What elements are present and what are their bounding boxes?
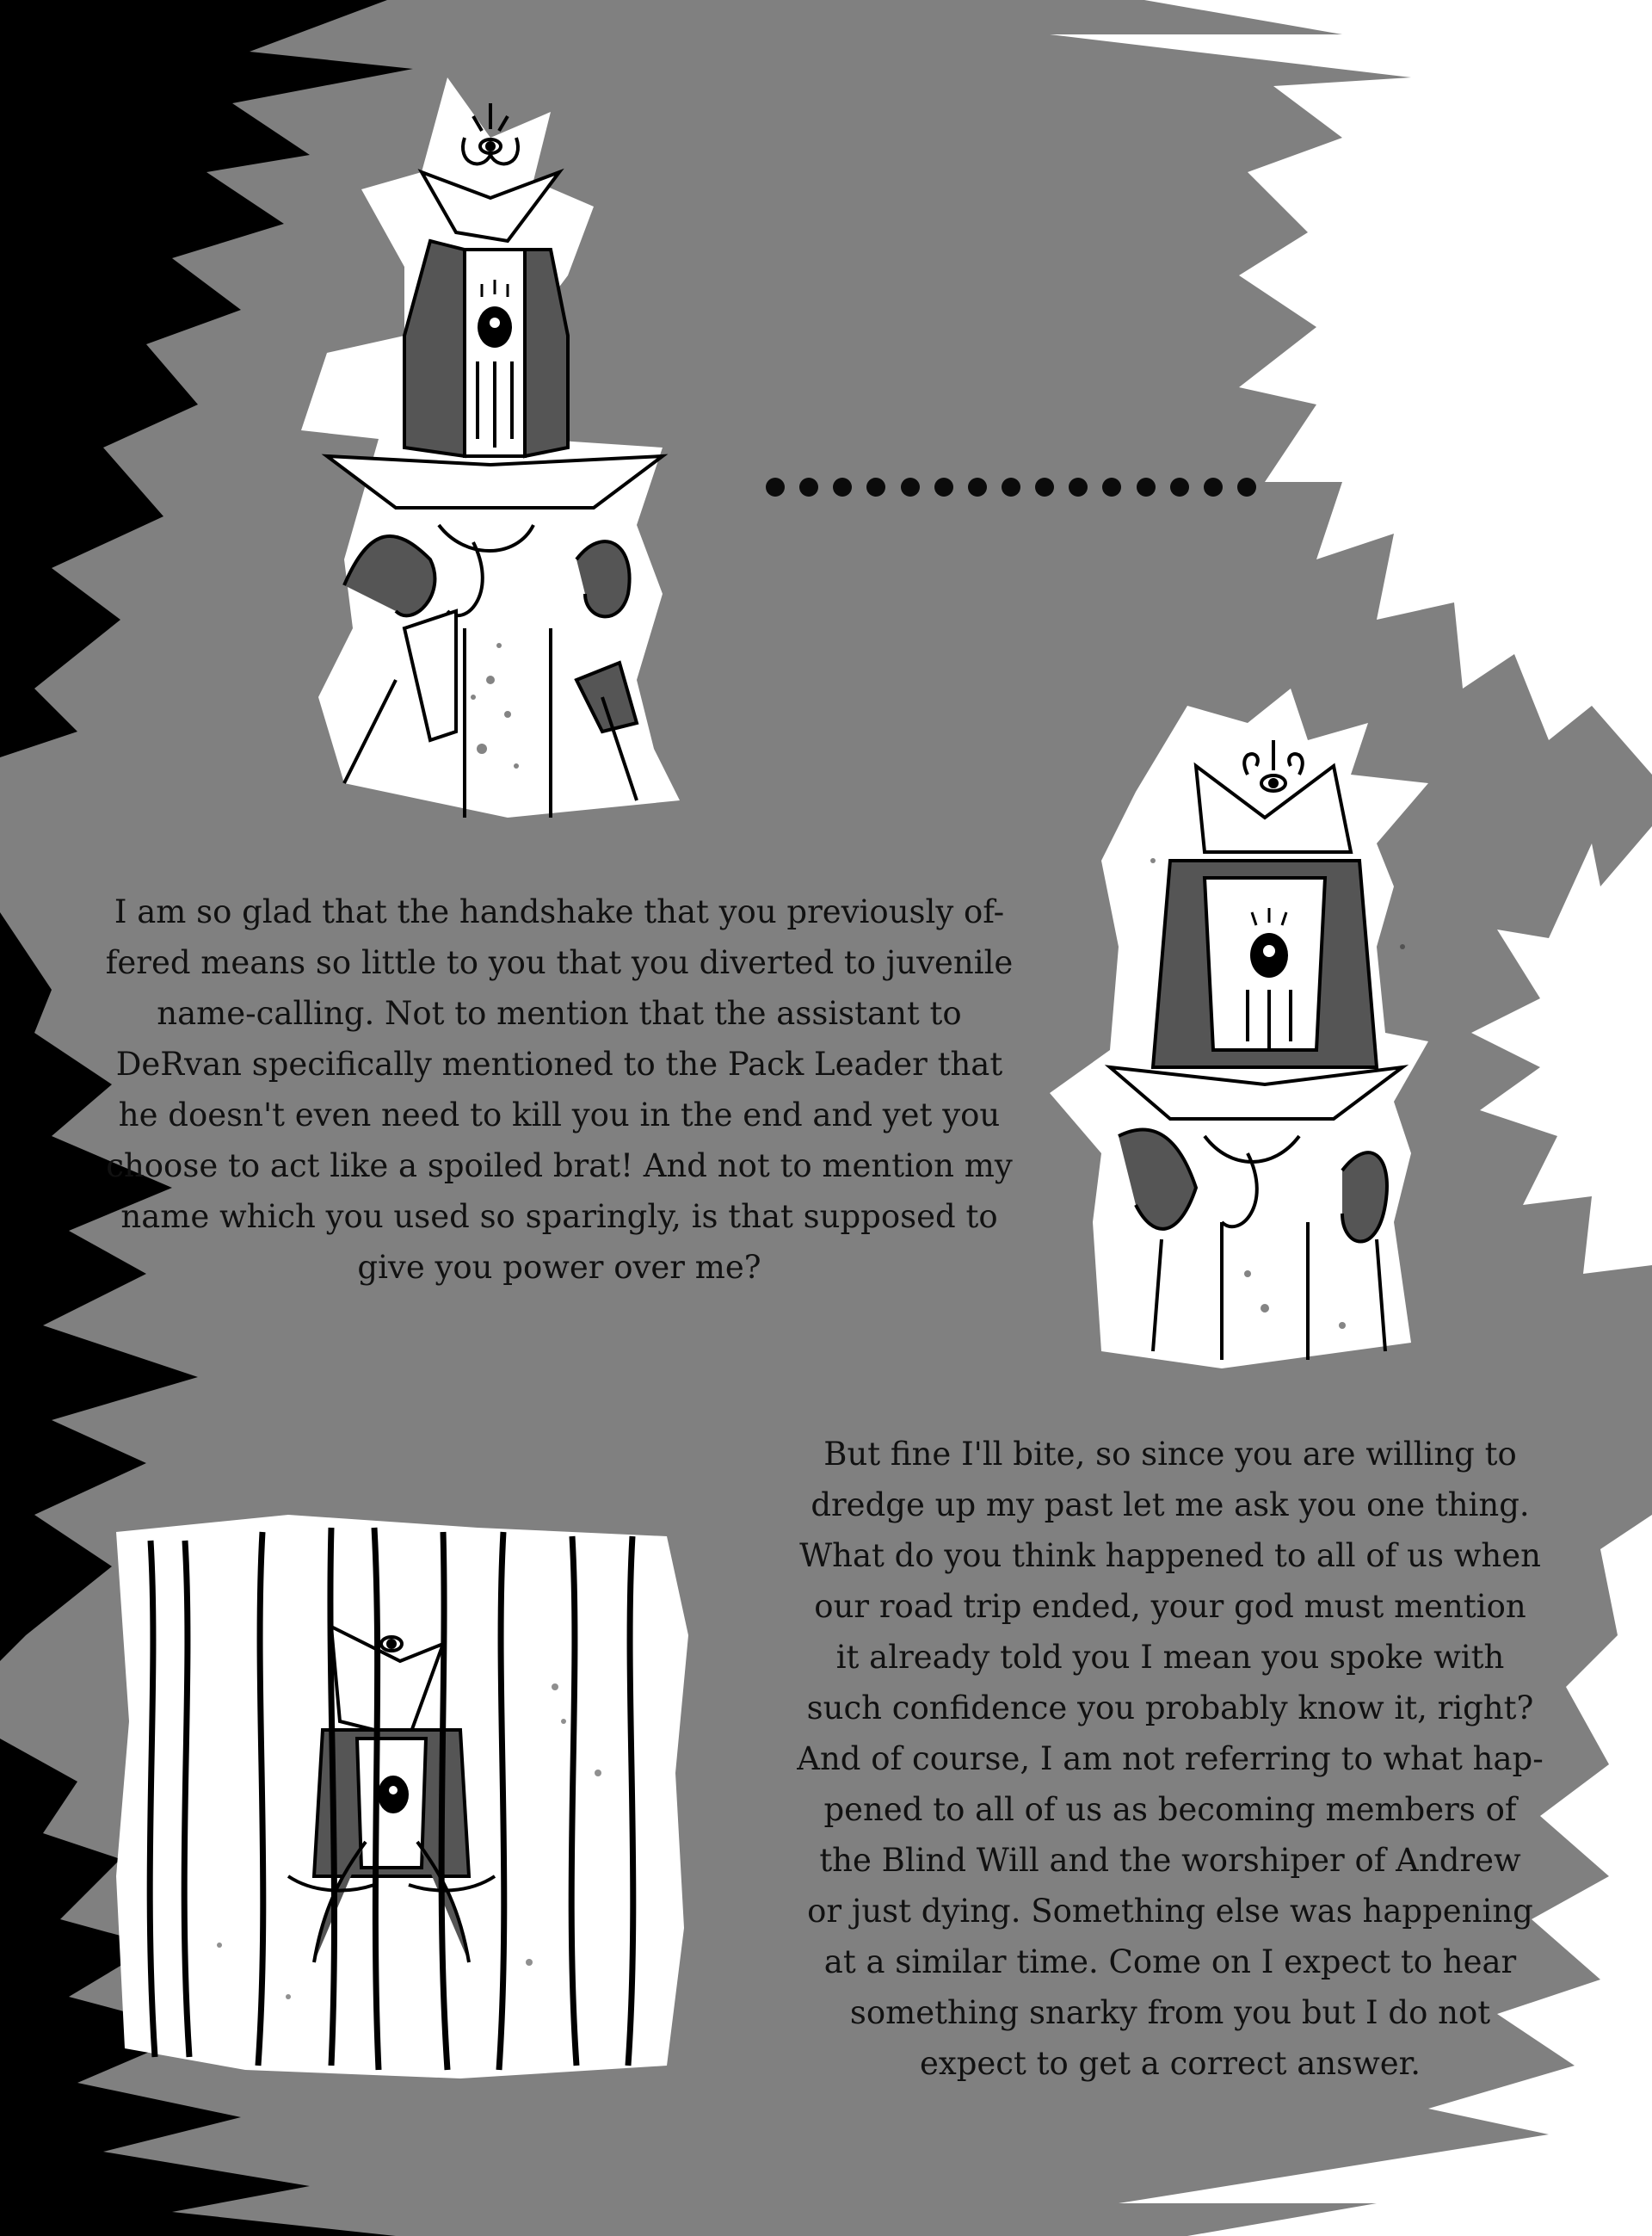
caged-figure-illustration [116,1515,688,2078]
pause-dot [1002,478,1020,497]
crowned-figure-illustration [1050,689,1454,1368]
caption-second: But fine I'll bite, so since you are willing to dredge up my past let me ask you one thing. What do you think happened to all of us when our road trip ended, your god must mention it already told you I mean you spoke with such confidence you probably know it, right? And of course, I am not referring to what hap- pened to all of us as becoming members of the Blind Will and the worshiper of Andrew or just dying. Something else was happening at a similar time. Come on I expect to hear something snarky from you but I do not expect to get a correct answer. [797,1436,1544,2082]
pause-dot [1035,478,1054,497]
pause-dot [866,478,885,497]
caged-figure-panel [116,1515,688,2078]
pause-dot [1069,478,1088,497]
pause-dot [766,478,785,497]
pause-dot [1237,478,1256,497]
pause-dot [934,478,953,497]
pause-dot [1170,478,1189,497]
crowned-figure-illustration [293,77,688,826]
pause-dot [1102,478,1121,497]
pause-dot [833,478,852,497]
pause-dot [1137,478,1156,497]
pause-dots [766,465,1256,510]
pause-dot [799,478,818,497]
pause-dot [901,478,920,497]
pause-dot [968,478,987,497]
figure-panel-right [1050,689,1454,1368]
caption-first: I am so glad that the handshake that you previously of- fered means so little to you that you diverted to juvenile name-calling. Not to mention that the assistant to DeRvan specifically mentioned to the Pack Leader that he doesn't even need to kill you in the end and yet you choose to act like a spoiled brat! And not to mention my name which you used so sparingly, is that supposed to give you power over me? [105,893,1014,1286]
figure-panel-top-left [293,77,688,826]
pause-dot [1204,478,1223,497]
